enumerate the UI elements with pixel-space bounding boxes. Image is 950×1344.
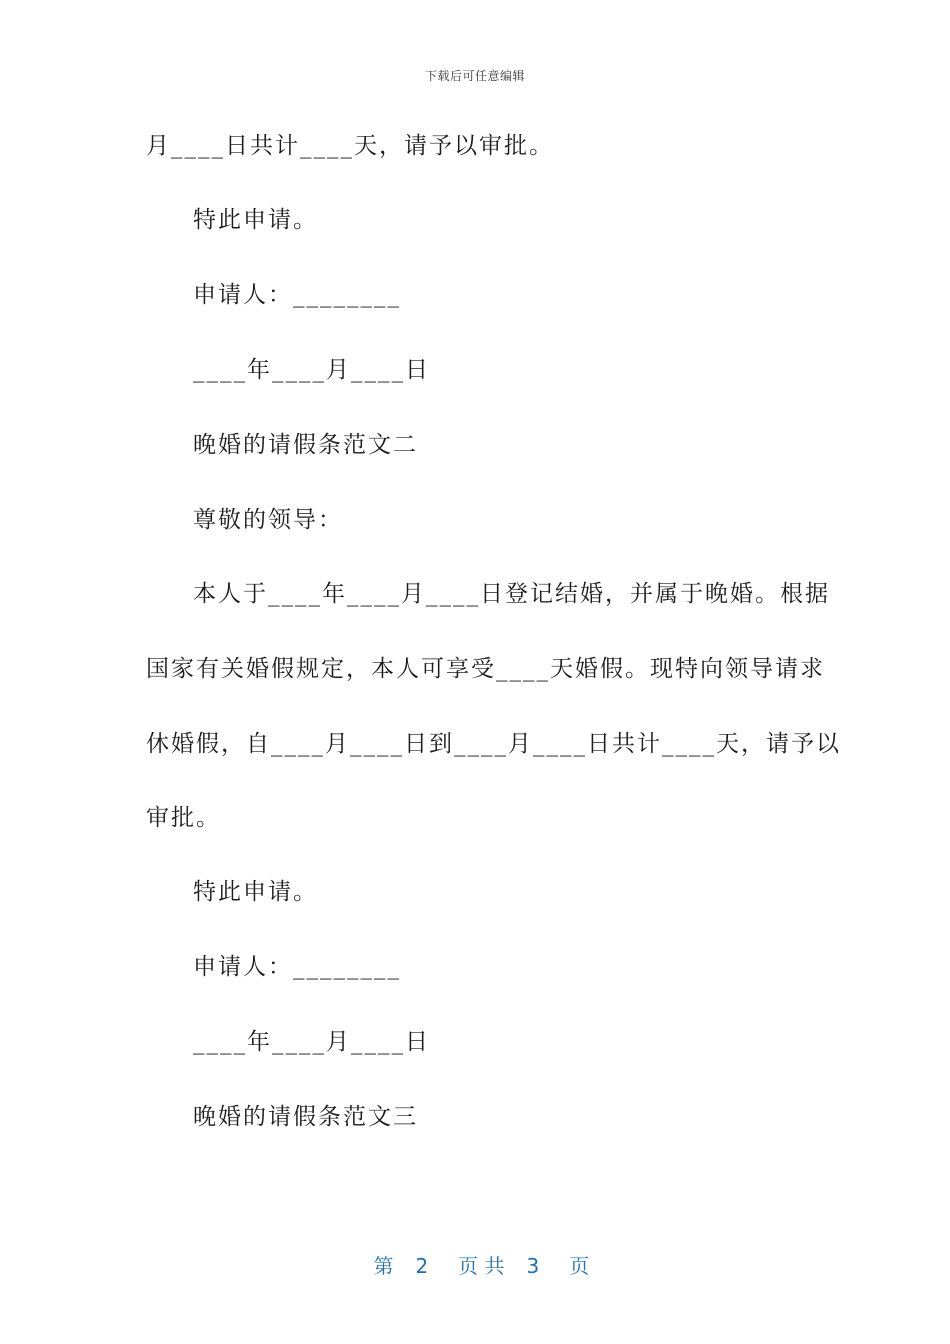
footer-suffix: 页 [569, 1254, 590, 1278]
salutation: 尊敬的领导： [193, 507, 343, 533]
body-line: 国家有关婚假规定，本人可享受____天婚假。现特向领导请求 [146, 656, 825, 682]
body-line: 特此申请。 [193, 879, 318, 905]
header-note: 下载后可任意编辑 [424, 69, 525, 83]
footer-middle: 页 共 [458, 1254, 505, 1278]
footer-prefix: 第 [373, 1254, 394, 1278]
applicant-line: 申请人：________ [193, 282, 401, 308]
page-number-footer [0, 1226, 950, 1279]
body-line: 特此申请。 [193, 207, 318, 233]
body-line: 本人于____年____月____日登记结婚，并属于晚婚。根据 [193, 581, 830, 607]
date-line: ____年____月____日 [193, 1029, 430, 1055]
section-title: 晚婚的请假条范文二 [193, 432, 418, 458]
body-line: 审批。 [146, 805, 221, 831]
total-pages: 3 [526, 1254, 540, 1278]
current-page: 2 [415, 1254, 429, 1278]
section-title: 晚婚的请假条范文三 [193, 1104, 418, 1130]
date-line: ____年____月____日 [193, 357, 430, 383]
body-line: 月____日共计____天，请予以审批。 [146, 133, 554, 159]
applicant-line: 申请人：________ [193, 954, 401, 980]
body-line: 休婚假，自____月____日到____月____日共计____天，请予以 [146, 731, 841, 757]
